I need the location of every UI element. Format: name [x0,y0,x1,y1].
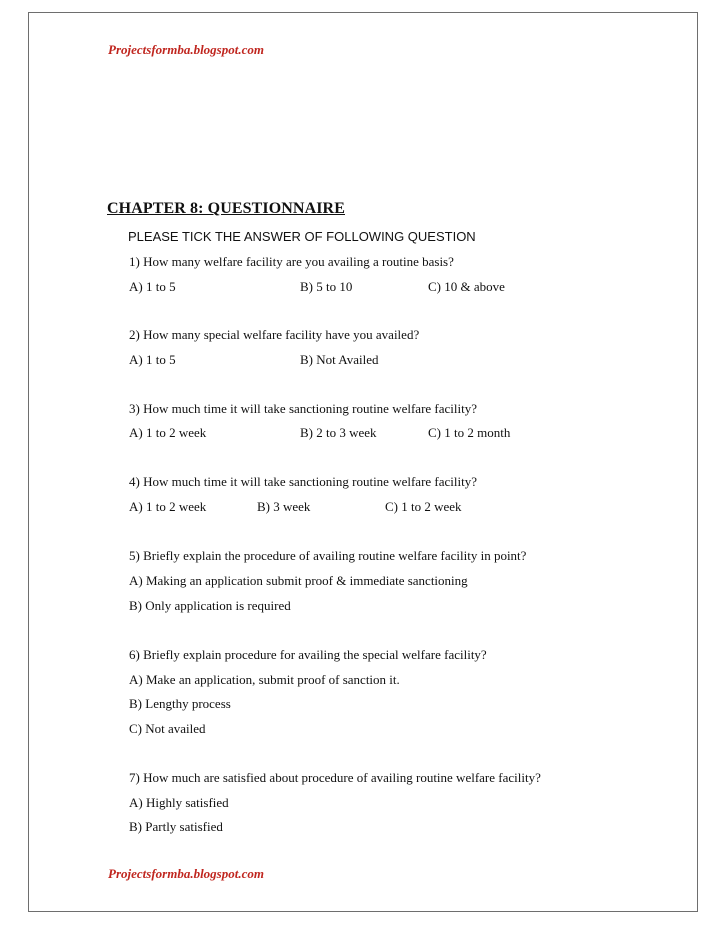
question-6-option-c[interactable]: C) Not availed [129,721,206,736]
question-6-option-b[interactable]: B) Lengthy process [129,696,231,711]
question-3-option-a[interactable]: A) 1 to 2 week [129,425,207,440]
question-7: 7) How much are satisfied about procedure of availing routine welfare facility? [129,770,541,785]
question-5-option-b[interactable]: B) Only application is required [129,598,291,613]
question-4-option-a[interactable]: A) 1 to 2 week [129,499,207,514]
question-1-option-a[interactable]: A) 1 to 5 [129,279,176,294]
question-1: 1) How many welfare facility are you availing a routine basis? [129,254,454,269]
question-2-option-b[interactable]: B) Not Availed [300,352,379,367]
question-4-option-c[interactable]: C) 1 to 2 week [385,499,462,514]
chapter-title: CHAPTER 8: QUESTIONNAIRE [107,200,345,217]
question-5-option-a[interactable]: A) Making an application submit proof & immediate sanctioning [129,573,468,588]
question-2-option-a[interactable]: A) 1 to 5 [129,352,176,367]
question-5: 5) Briefly explain the procedure of availing routine welfare facility in point? [129,548,527,563]
question-3-option-b[interactable]: B) 2 to 3 week [300,425,377,440]
footer-site-link[interactable]: Projectsformba.blogspot.com [108,866,264,881]
instruction-text: PLEASE TICK THE ANSWER OF FOLLOWING QUESTION [128,229,476,244]
question-3: 3) How much time it will take sanctioning routine welfare facility? [129,401,478,416]
question-7-option-b[interactable]: B) Partly satisfied [129,819,223,834]
question-1-option-b[interactable]: B) 5 to 10 [300,279,353,294]
question-1-option-c[interactable]: C) 10 & above [428,279,505,294]
question-4: 4) How much time it will take sanctioning routine welfare facility? [129,474,478,489]
question-2: 2) How many special welfare facility have you availed? [129,327,420,342]
question-3-option-c[interactable]: C) 1 to 2 month [428,425,511,440]
header-site-link[interactable]: Projectsformba.blogspot.com [108,42,264,57]
question-6-option-a[interactable]: A) Make an application, submit proof of sanction it. [129,672,400,687]
question-4-option-b[interactable]: B) 3 week [257,499,311,514]
question-6: 6) Briefly explain procedure for availing the special welfare facility? [129,647,487,662]
question-7-option-a[interactable]: A) Highly satisfied [129,795,229,810]
